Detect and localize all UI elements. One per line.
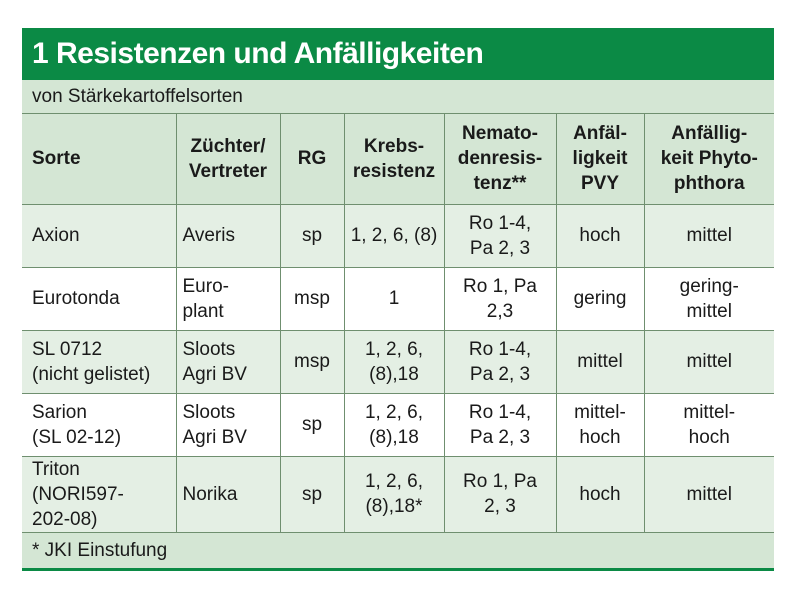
table-subtitle: von Stärkekartoffelsorten xyxy=(22,80,774,114)
cell-sorte: Triton (NORI597- 202-08) xyxy=(22,456,176,532)
cell-sorte: Eurotonda xyxy=(22,267,176,330)
table-row xyxy=(22,267,774,330)
cell-rg: msp xyxy=(280,330,344,393)
table-row xyxy=(22,204,774,267)
header-sorte: Sorte xyxy=(22,114,176,204)
cell-nematoden: Ro 1, Pa 2, 3 xyxy=(444,456,556,532)
header-rg: RG xyxy=(280,114,344,204)
cell-nematoden: Ro 1-4, Pa 2, 3 xyxy=(444,393,556,456)
header-row xyxy=(22,114,774,204)
header-nematodenresistenz: Nemato- denresis- tenz** xyxy=(444,114,556,204)
cell-rg: sp xyxy=(280,393,344,456)
cell-phytophthora: mittel xyxy=(644,204,774,267)
header-anfaelligkeit-pvy: Anfäl- ligkeit PVY xyxy=(556,114,644,204)
cell-pvy: mittel- hoch xyxy=(556,393,644,456)
cell-zuechter: Euro- plant xyxy=(176,267,280,330)
resistance-table xyxy=(22,114,774,532)
cell-zuechter: Norika xyxy=(176,456,280,532)
cell-phytophthora: mittel xyxy=(644,330,774,393)
cell-nematoden: Ro 1, Pa 2,3 xyxy=(444,267,556,330)
cell-krebs: 1, 2, 6, (8),18 xyxy=(344,330,444,393)
cell-krebs: 1 xyxy=(344,267,444,330)
cell-pvy: hoch xyxy=(556,204,644,267)
header-krebsresistenz: Krebs- resistenz xyxy=(344,114,444,204)
cell-rg: sp xyxy=(280,456,344,532)
cell-sorte: Axion xyxy=(22,204,176,267)
cell-rg: sp xyxy=(280,204,344,267)
cell-zuechter: Averis xyxy=(176,204,280,267)
cell-zuechter: Sloots Agri BV xyxy=(176,330,280,393)
cell-sorte: SL 0712 (nicht gelistet) xyxy=(22,330,176,393)
cell-pvy: gering xyxy=(556,267,644,330)
table-row xyxy=(22,456,774,532)
cell-zuechter: Sloots Agri BV xyxy=(176,393,280,456)
cell-rg: msp xyxy=(280,267,344,330)
header-anfaelligkeit-phytophthora: Anfällig- keit Phyto- phthora xyxy=(644,114,774,204)
cell-sorte: Sarion (SL 02-12) xyxy=(22,393,176,456)
cell-krebs: 1, 2, 6, (8),18 xyxy=(344,393,444,456)
table-footnote: * JKI Einstufung xyxy=(22,532,774,568)
table-panel xyxy=(22,28,774,571)
header-zuechter: Züchter/ Vertreter xyxy=(176,114,280,204)
cell-nematoden: Ro 1-4, Pa 2, 3 xyxy=(444,204,556,267)
cell-nematoden: Ro 1-4, Pa 2, 3 xyxy=(444,330,556,393)
cell-pvy: hoch xyxy=(556,456,644,532)
table-row xyxy=(22,330,774,393)
cell-phytophthora: mittel- hoch xyxy=(644,393,774,456)
cell-phytophthora: gering- mittel xyxy=(644,267,774,330)
table-row xyxy=(22,393,774,456)
cell-krebs: 1, 2, 6, (8) xyxy=(344,204,444,267)
table-title: 1 Resistenzen und Anfälligkeiten xyxy=(22,28,774,80)
cell-krebs: 1, 2, 6, (8),18* xyxy=(344,456,444,532)
cell-phytophthora: mittel xyxy=(644,456,774,532)
cell-pvy: mittel xyxy=(556,330,644,393)
